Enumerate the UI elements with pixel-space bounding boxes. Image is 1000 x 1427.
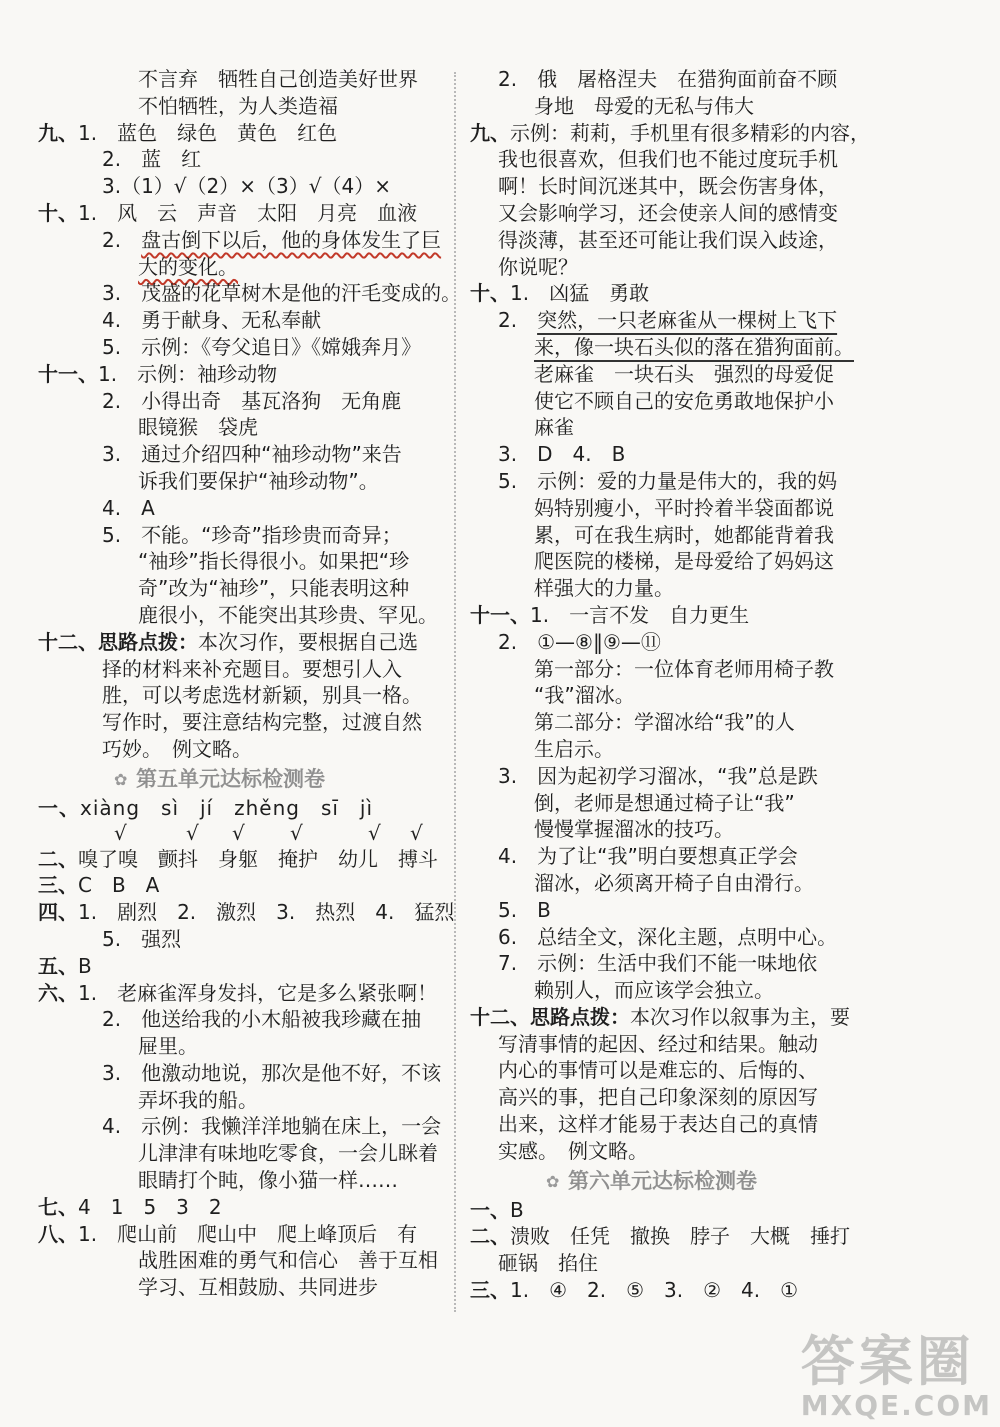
answer-line — [38, 120, 450, 147]
answer-text: C B A — [78, 873, 160, 898]
answer-line — [470, 870, 970, 897]
section-number: 九、 — [470, 120, 510, 145]
answer-text: 2. — [498, 308, 538, 333]
answer-text: 6. 总结全文，深化主题，点明中心。 — [498, 924, 838, 949]
answer-line — [470, 1031, 970, 1058]
answer-line — [470, 173, 970, 200]
answer-line — [38, 1247, 450, 1274]
answer-line — [38, 548, 450, 575]
answer-text: 出来，这样才能易于表达自己的真情 — [498, 1112, 818, 1137]
answer-line — [38, 66, 450, 93]
answer-line — [470, 280, 970, 307]
answer-text: 本次习作以叙事为主，要 — [630, 1004, 850, 1029]
answer-line — [38, 93, 450, 120]
section-heading-text: 第六单元达标检测卷 — [568, 1168, 757, 1193]
answer-line — [38, 200, 450, 227]
answer-text: 诉我们要保护“袖珍动物”。 — [138, 468, 379, 493]
answer-text: 老麻雀 一块石头 强烈的母爱促 — [534, 361, 834, 386]
answer-text: 嗅了嗅 颤抖 身躯 掩护 幼儿 搏斗 — [78, 846, 438, 871]
answer-line — [470, 816, 970, 843]
answer-line — [38, 656, 450, 683]
answer-line — [38, 1006, 450, 1033]
answer-text: 得淡薄，甚至还可能让我们误入歧途， — [498, 227, 838, 252]
answer-line — [38, 522, 450, 549]
answer-text: 妈特别瘦小，平时拎着半袋面都说 — [534, 495, 834, 520]
section-number: 二、 — [470, 1224, 510, 1249]
watermark-title: 答案圈 — [800, 1330, 975, 1393]
answer-text: 2. 他送给我的小木船被我珍藏在抽 — [102, 1007, 422, 1032]
answer-line — [38, 441, 450, 468]
answer-line — [470, 307, 970, 334]
section-number: 思路点拨： — [530, 1004, 630, 1029]
answer-line — [470, 843, 970, 870]
answer-line — [470, 254, 970, 281]
check-mark: √ — [232, 820, 245, 845]
answer-line — [38, 1113, 450, 1140]
section-number: 三、 — [470, 1278, 510, 1303]
answer-line — [38, 414, 450, 441]
section-number: 七、 — [38, 1194, 78, 1219]
answer-text: 战胜困难的勇气和信心 善于互相 — [138, 1248, 438, 1273]
check-mark: √ — [186, 820, 199, 845]
answer-line — [470, 548, 970, 575]
answer-line — [38, 899, 455, 926]
answer-text: 高兴的事，把自己印象深刻的原因写 — [498, 1085, 818, 1110]
answer-text: 7. 示例：生活中我们不能一味地依 — [498, 951, 818, 976]
answer-line — [38, 388, 450, 415]
answer-line — [470, 334, 970, 361]
paw-icon: ✿ — [546, 1171, 560, 1191]
answer-line — [470, 468, 970, 495]
answer-text: 4. A — [102, 495, 155, 520]
answer-line — [38, 1194, 450, 1221]
answer-line — [38, 173, 450, 200]
answer-line — [38, 280, 462, 307]
answer-text: B — [78, 953, 92, 978]
answer-text: 儿津津有味地吃零食，一会儿眯着 — [138, 1141, 438, 1166]
answer-text: 1. 剧烈 2. 激烈 3. 热烈 4. 猛烈 — [78, 900, 455, 925]
answer-text: xiàng sì jí zhěng sī jì — [80, 795, 374, 820]
answer-line — [38, 1060, 450, 1087]
answer-line — [470, 950, 970, 977]
answer-line — [470, 1197, 970, 1224]
answer-text: 5. 强烈 — [102, 926, 182, 951]
answer-text: 慢慢掌握溜冰的技巧。 — [534, 817, 734, 842]
answer-line — [38, 254, 450, 281]
answer-line — [470, 1138, 970, 1165]
check-mark: √ — [290, 820, 303, 845]
answer-line — [470, 522, 970, 549]
column-divider — [454, 72, 456, 1312]
answer-line — [470, 495, 970, 522]
answer-text: 屉里。 — [138, 1034, 198, 1059]
answer-text: 大的变化。 — [138, 254, 238, 279]
section-number: 十二、 — [470, 1004, 530, 1029]
answer-line — [38, 146, 450, 173]
section-number: 四、 — [38, 900, 78, 925]
answer-line — [470, 575, 970, 602]
answer-text: 胜，可以考虑选材新颖，别具一格。 — [102, 683, 422, 708]
watermark-url: MXQE.COM — [800, 1389, 992, 1422]
answer-text: 鹿很小，不能突出其珍贵、罕见。 — [138, 602, 438, 627]
answer-line — [38, 307, 450, 334]
answer-line — [470, 66, 970, 93]
answer-text: 盘古倒下以后，他的身体发生了巨 — [141, 227, 442, 252]
answer-line — [38, 736, 450, 763]
answer-text: 又会影响学习，还会使亲人间的感情变 — [498, 200, 838, 225]
answer-text: 2. ①—⑧‖⑨—⑪ — [498, 629, 661, 654]
watermark-logo — [800, 1330, 992, 1422]
answer-text: 使它不顾自己的安危勇敢地保护小 — [534, 388, 834, 413]
answer-text: 本次习作，要根据自己选 — [198, 629, 418, 654]
answer-text: 示例：莉莉，手机里有很多精彩的内容， — [510, 120, 870, 145]
answer-line — [470, 736, 970, 763]
answer-text: 内心的事情可以是难忘的、后悔的、 — [498, 1058, 818, 1083]
answer-text: 1. 风 云 声音 太阳 月亮 血液 — [78, 200, 418, 225]
answer-text: 样强大的力量。 — [534, 576, 674, 601]
answer-text: 生启示。 — [534, 736, 614, 761]
answer-text: 爬医院的楼梯，是母爱给了妈妈这 — [534, 549, 834, 574]
answer-text: 1. ④ 2. ⑤ 3. ② 4. ① — [510, 1278, 799, 1303]
right-column — [470, 66, 970, 1304]
answer-line — [38, 334, 450, 361]
answer-text: 啊！长时间沉迷其中，既会伤害身体， — [498, 174, 838, 199]
section-number: 五、 — [38, 953, 78, 978]
answer-text: 我也很喜欢，但我们也不能过度玩手机 — [498, 147, 838, 172]
answer-text: 3. 茂盛的花草树木是他的汗毛变成的。 — [102, 281, 462, 306]
answer-text: 溃败 任凭 撤换 脖子 大概 捶打 — [510, 1224, 850, 1249]
answer-text: 2. — [102, 227, 142, 252]
answer-line — [470, 441, 970, 468]
answer-text: 麻雀 — [534, 415, 574, 440]
answer-text: 5. B — [498, 897, 551, 922]
answer-text: 第一部分：一位体育老师用椅子教 — [534, 656, 834, 681]
answer-line — [470, 1004, 970, 1031]
answer-line — [38, 1087, 450, 1114]
answer-text: 写清事情的起因、经过和结果。触动 — [498, 1031, 818, 1056]
answer-text: 突然，一只老麻雀从一棵树上飞下 — [537, 308, 838, 333]
answer-text: 3. 因为起初学习溜冰，“我”总是跌 — [498, 763, 818, 788]
answer-text: 4. 示例：我懒洋洋地躺在床上，一会 — [102, 1114, 442, 1139]
answer-line — [38, 629, 450, 656]
section-heading — [38, 763, 450, 795]
answer-text: 身地 母爱的无私与伟大 — [534, 93, 754, 118]
answer-text: 5. 不能。“珍奇”指珍贵而奇异； — [102, 522, 402, 547]
answer-text: “袖珍”指长得很小。如果把“珍 — [138, 549, 410, 574]
answer-line — [38, 575, 450, 602]
answer-line — [38, 227, 450, 254]
section-number: 一、 — [38, 795, 80, 820]
answer-line — [38, 1274, 450, 1301]
check-mark: √ — [410, 820, 423, 845]
answer-line — [38, 361, 450, 388]
answer-text: 学习、互相鼓励、共同进步 — [138, 1275, 378, 1300]
answer-text: 3. D 4. B — [498, 442, 626, 467]
answer-text: 5. 示例：《夸父追日》《嫦娥奔月》 — [102, 334, 422, 359]
answer-text: B — [510, 1197, 524, 1222]
answer-line — [38, 495, 450, 522]
answer-text: 赖别人，而应该学会独立。 — [534, 978, 774, 1003]
section-number: 一、 — [470, 1197, 510, 1222]
answer-text: 2. 蓝 红 — [102, 147, 202, 172]
answer-line — [470, 1277, 970, 1304]
answer-text: 奇”改为“袖珍”，只能表明这种 — [138, 576, 410, 601]
answer-text: 写作时，要注意结构完整，过渡自然 — [102, 710, 422, 735]
answer-text: 3. 他激动地说，那次是他不好，不该 — [102, 1060, 442, 1085]
answer-text: 倒，老师是想通过椅子让“我” — [534, 790, 795, 815]
answer-text: 2. 小得出奇 基瓦洛狗 无角鹿 — [102, 388, 402, 413]
section-heading-text: 第五单元达标检测卷 — [136, 766, 325, 791]
answer-text: 眼睛打个盹，像小猫一样…… — [138, 1168, 398, 1193]
answer-text: 3. 通过介绍四种“袖珍动物”来告 — [102, 442, 402, 467]
answer-line — [470, 1057, 970, 1084]
answer-text: 累，可在我生病时，她都能背着我 — [534, 522, 834, 547]
answer-text: “我”溜冰。 — [534, 683, 635, 708]
answer-line — [38, 709, 450, 736]
pinyin-check-marks — [38, 822, 450, 846]
answer-line — [470, 656, 970, 683]
answer-line — [470, 629, 970, 656]
answer-line — [38, 468, 450, 495]
answer-line — [38, 953, 450, 980]
answer-line — [38, 1167, 450, 1194]
answer-line — [38, 682, 450, 709]
answer-line — [470, 388, 970, 415]
answer-line — [470, 1250, 970, 1277]
answer-text: 实感。 例文略。 — [498, 1138, 648, 1163]
check-mark: √ — [368, 820, 381, 845]
answer-text: 5. 示例：爱的力量是伟大的，我的妈 — [498, 468, 838, 493]
answer-text: 1. 爬山前 爬山中 爬上峰顶后 有 — [78, 1221, 418, 1246]
answer-text: 1. 一言不发 自力更生 — [530, 602, 750, 627]
section-number: 三、 — [38, 873, 78, 898]
answer-line — [470, 200, 970, 227]
section-number: 九、 — [38, 120, 78, 145]
section-number: 二、 — [38, 846, 78, 871]
answer-line — [470, 414, 970, 441]
answer-line — [470, 1111, 970, 1138]
answer-line — [470, 709, 970, 736]
answer-text: 择的材料来补充题目。要想引人入 — [102, 656, 402, 681]
section-number: 十、 — [470, 281, 510, 306]
answer-text: 4. 勇于献身、无私奉献 — [102, 308, 322, 333]
answer-text: 1. 蓝色 绿色 黄色 红色 — [78, 120, 338, 145]
answer-text: 不言弃 牺牲自己创造美好世界 — [138, 67, 418, 91]
answer-text: 你说呢？ — [498, 254, 578, 279]
section-heading — [470, 1165, 970, 1197]
answer-line — [470, 790, 970, 817]
answer-text: 弄坏我的船。 — [138, 1087, 258, 1112]
answer-line — [38, 795, 450, 822]
answer-line — [470, 93, 970, 120]
section-number: 八、 — [38, 1221, 78, 1246]
answer-line — [38, 872, 450, 899]
section-number: 十一、 — [38, 361, 98, 386]
section-number: 十一、 — [470, 602, 530, 627]
answer-text: 溜冰，必须离开椅子自由滑行。 — [534, 870, 814, 895]
answer-line — [470, 977, 970, 1004]
answer-line — [470, 146, 970, 173]
answer-text: 1. 老麻雀浑身发抖，它是多么紧张啊！ — [78, 980, 438, 1005]
answer-line — [38, 926, 450, 953]
answer-text: 4. 为了让“我”明白要想真正学会 — [498, 844, 798, 869]
answer-line — [470, 682, 970, 709]
answer-line — [470, 361, 970, 388]
answer-line — [38, 1221, 450, 1248]
answer-text: 1. 示例：袖珍动物 — [98, 361, 278, 386]
answer-line — [470, 227, 970, 254]
check-mark: √ — [114, 820, 127, 845]
answer-line — [470, 1084, 970, 1111]
section-number: 六、 — [38, 980, 78, 1005]
answer-line — [38, 1140, 450, 1167]
section-number: 思路点拨： — [98, 629, 198, 654]
section-number: 十二、 — [38, 629, 98, 654]
answer-text: 4 1 5 3 2 — [78, 1194, 222, 1219]
answer-line — [470, 602, 970, 629]
section-number: 十、 — [38, 200, 78, 225]
answer-text: 3.（1）√（2）×（3）√（4）× — [102, 174, 391, 199]
answer-line — [470, 763, 970, 790]
answer-line — [38, 1033, 450, 1060]
answer-text: 1. 凶猛 勇敢 — [510, 281, 650, 306]
left-column — [38, 66, 462, 1301]
answer-line — [38, 846, 450, 873]
answer-line — [470, 1223, 970, 1250]
answer-text: 不怕牺牲，为人类造福 — [138, 93, 338, 118]
answer-text: 眼镜猴 袋虎 — [138, 415, 258, 440]
paw-icon: ✿ — [114, 769, 128, 789]
answer-text: 来，像一块石头似的落在猎狗面前。 — [534, 334, 854, 359]
answer-line — [38, 602, 450, 629]
answer-text: 第二部分：学溜冰给“我”的人 — [534, 710, 795, 735]
answer-text: 巧妙。 例文略。 — [102, 736, 252, 761]
answer-line — [470, 120, 970, 147]
answer-line — [38, 980, 450, 1007]
answer-line — [470, 897, 970, 924]
answer-text: 2. 俄 屠格涅夫 在猎狗面前奋不顾 — [498, 67, 838, 91]
answer-line — [470, 924, 970, 951]
answer-text: 砸锅 掐住 — [498, 1251, 598, 1276]
